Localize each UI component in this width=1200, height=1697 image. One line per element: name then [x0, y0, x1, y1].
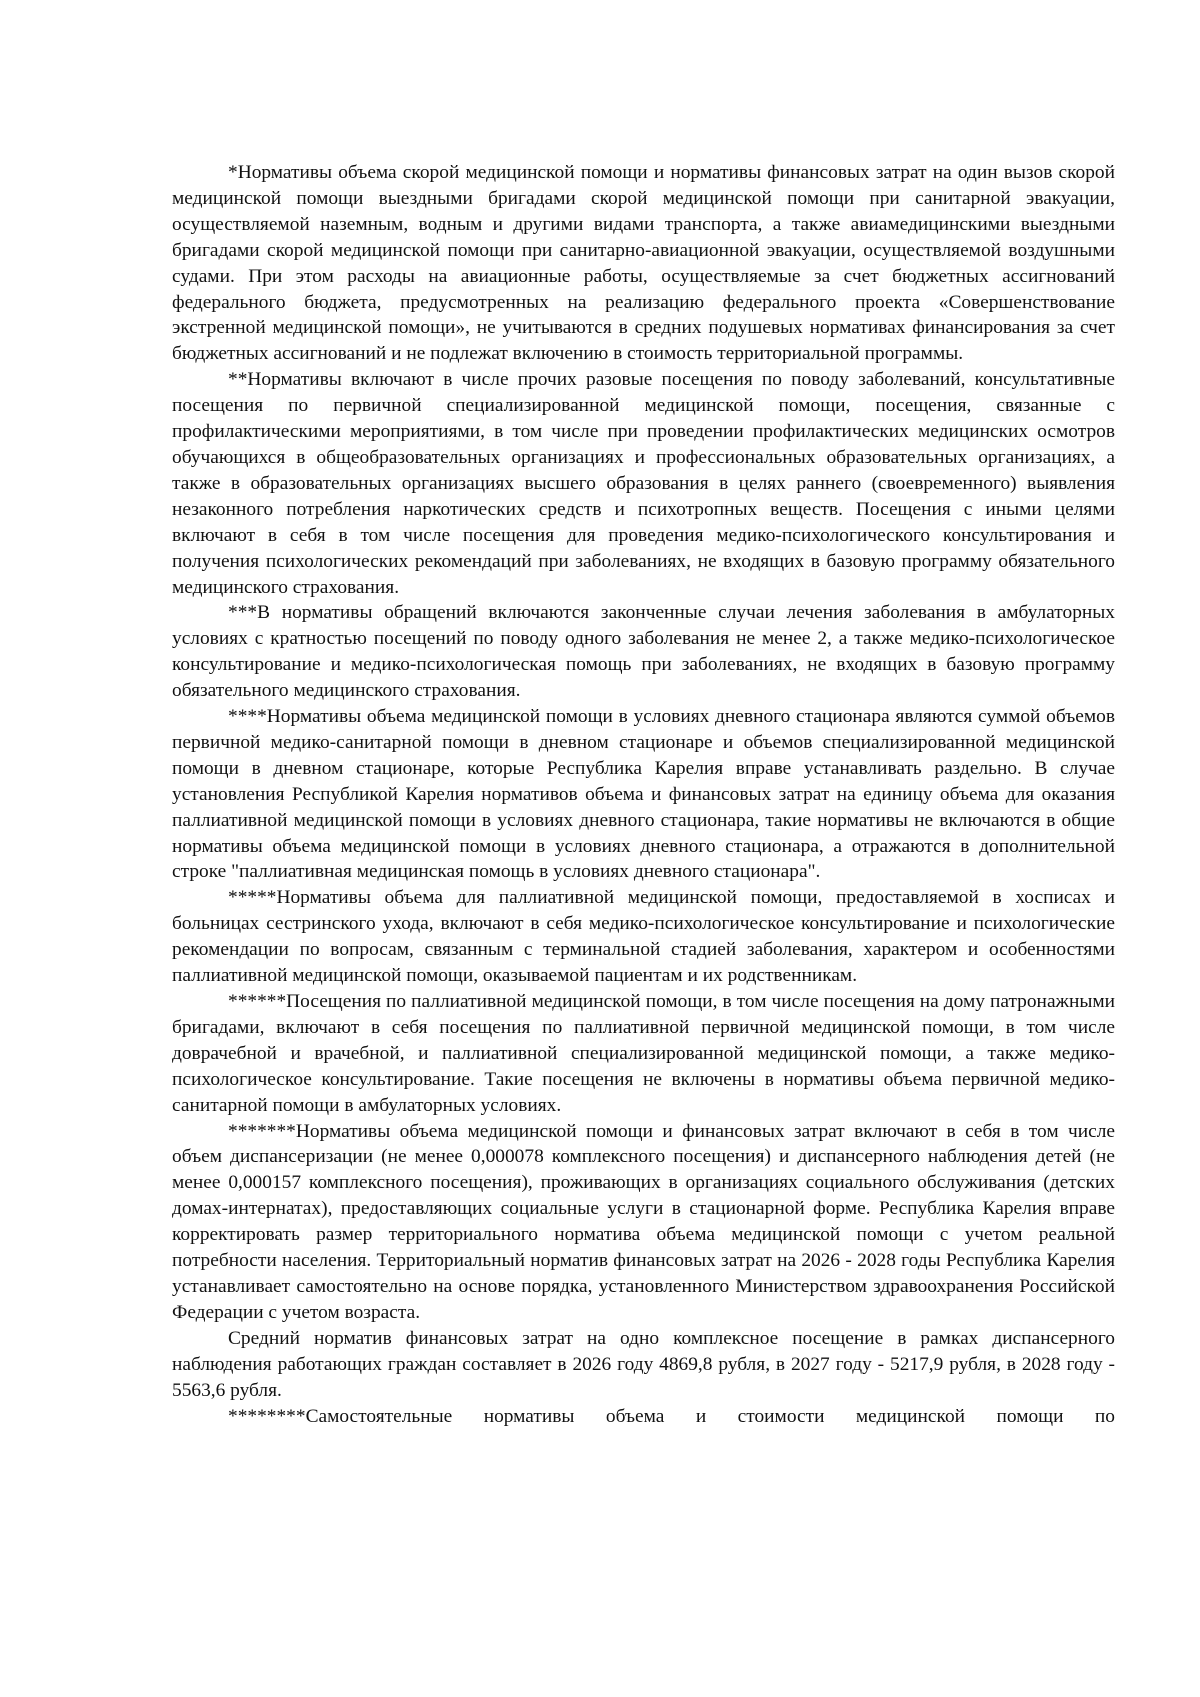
footnote-paragraph-7: *******Нормативы объема медицинской помощи и финансовых затрат включают в себя в том числе объем диспансеризации (не менее 0,000078 комплексного посещения) и диспансерного наблюдения детей (не менее 0,000157 комплексного посещения), проживающих в организациях социального обслуживания (детских домах-интернатах), предоставляющих социальные услуги в стационарной форме. Республика Карелия вправе корректировать размер территориального норматива объема медицинской помощи с учетом реальной потребности населения. Территориальный норматив финансовых затрат на 2026 - 2028 годы Республика Карелия устанавливает самостоятельно на основе порядка, установленного Министерством здравоохранения Российской Федерации с учетом возраста.: [172, 1120, 1115, 1323]
footnote-paragraph-8: ********Самостоятельные нормативы объема и стоимости медицинской помощи по: [228, 1405, 1115, 1427]
footnote-paragraph-2: **Нормативы включают в числе прочих разовые посещения по поводу заболеваний, консультативные посещения по первичной специализированной медицинской помощи, посещения, связанные с профилактическими мероприятиями, в том числе при проведении профилактических медицинских осмотров обучающихся в общеобразовательных организациях и профессиональных образовательных организациях, а также в образовательных организациях высшего образования в целях раннего (своевременного) выявления незаконного потребления наркотических средств и психотропных веществ. Посещения с иными целями включают в себя в том числе посещения для проведения медико-психологического консультирования и получения психологических рекомендаций при заболеваниях, не входящих в базовую программу обязательного медицинского страхования.: [172, 369, 1115, 598]
footnote-paragraph-4: ****Нормативы объема медицинской помощи в условиях дневного стационара являются суммой объемов первичной медико-санитарной помощи в дневном стационаре и объемов специализированной медицинской помощи в дневном стационаре, которые Республика Карелия вправе устанавливать раздельно. В случае установления Республикой Карелия нормативов объема и финансовых затрат на единицу объема для оказания паллиативной медицинской помощи в условиях дневного стационара, такие нормативы не включаются в общие нормативы объема медицинской помощи в условиях дневного стационара, а отражаются в дополнительной строке "паллиативная медицинская помощь в условиях дневного стационара".: [172, 706, 1115, 883]
average-cost-paragraph: Средний норматив финансовых затрат на одно комплексное посещение в рамках диспансерного наблюдения работающих граждан составляет в 2026 году 4869,8 рубля, в 2027 году - 5217,9 рубля, в 2028 году - 5563,6 рубля.: [172, 1327, 1115, 1401]
document-body: [172, 160, 1115, 1429]
footnote-paragraph-6: ******Посещения по паллиативной медицинской помощи, в том числе посещения на дому патронажными бригадами, включают в себя посещения по паллиативной первичной медицинской помощи, в том числе доврачебной и врачебной, и паллиативной специализированной медицинской помощи, а также медико-психологическое консультирование. Такие посещения не включены в нормативы объема первичной медико-санитарной помощи в амбулаторных условиях.: [172, 991, 1115, 1116]
footnote-paragraph-3: ***В нормативы обращений включаются законченные случаи лечения заболевания в амбулаторных условиях с кратностью посещений по поводу одного заболевания не менее 2, а также медико-психологическое консультирование и медико-психологическая помощь при заболеваниях, не входящих в базовую программу обязательного медицинского страхования.: [172, 602, 1115, 702]
footnote-paragraph-1: *Нормативы объема скорой медицинской помощи и нормативы финансовых затрат на один вызов скорой медицинской помощи выездными бригадами скорой медицинской помощи при санитарной эвакуации, осуществляемой наземным, водным и другими видами транспорта, а также авиамедицинскими выездными бригадами скорой медицинской помощи при санитарно-авиационной эвакуации, осуществляемой воздушными судами. При этом расходы на авиационные работы, осуществляемые за счет бюджетных ассигнований федерального бюджета, предусмотренных на реализацию федерального проекта «Совершенствование экстренной медицинской помощи», не учитываются в средних подушевых нормативах финансирования за счет бюджетных ассигнований и не подлежат включению в стоимость территориальной программы.: [172, 162, 1115, 365]
footnote-paragraph-5: *****Нормативы объема для паллиативной медицинской помощи, предоставляемой в хосписах и больницах сестринского ухода, включают в себя медико-психологическое консультирование и психологические рекомендации по вопросам, связанным с терминальной стадией заболевания, характером и особенностями паллиативной медицинской помощи, оказываемой пациентам и их родственникам.: [172, 887, 1115, 987]
